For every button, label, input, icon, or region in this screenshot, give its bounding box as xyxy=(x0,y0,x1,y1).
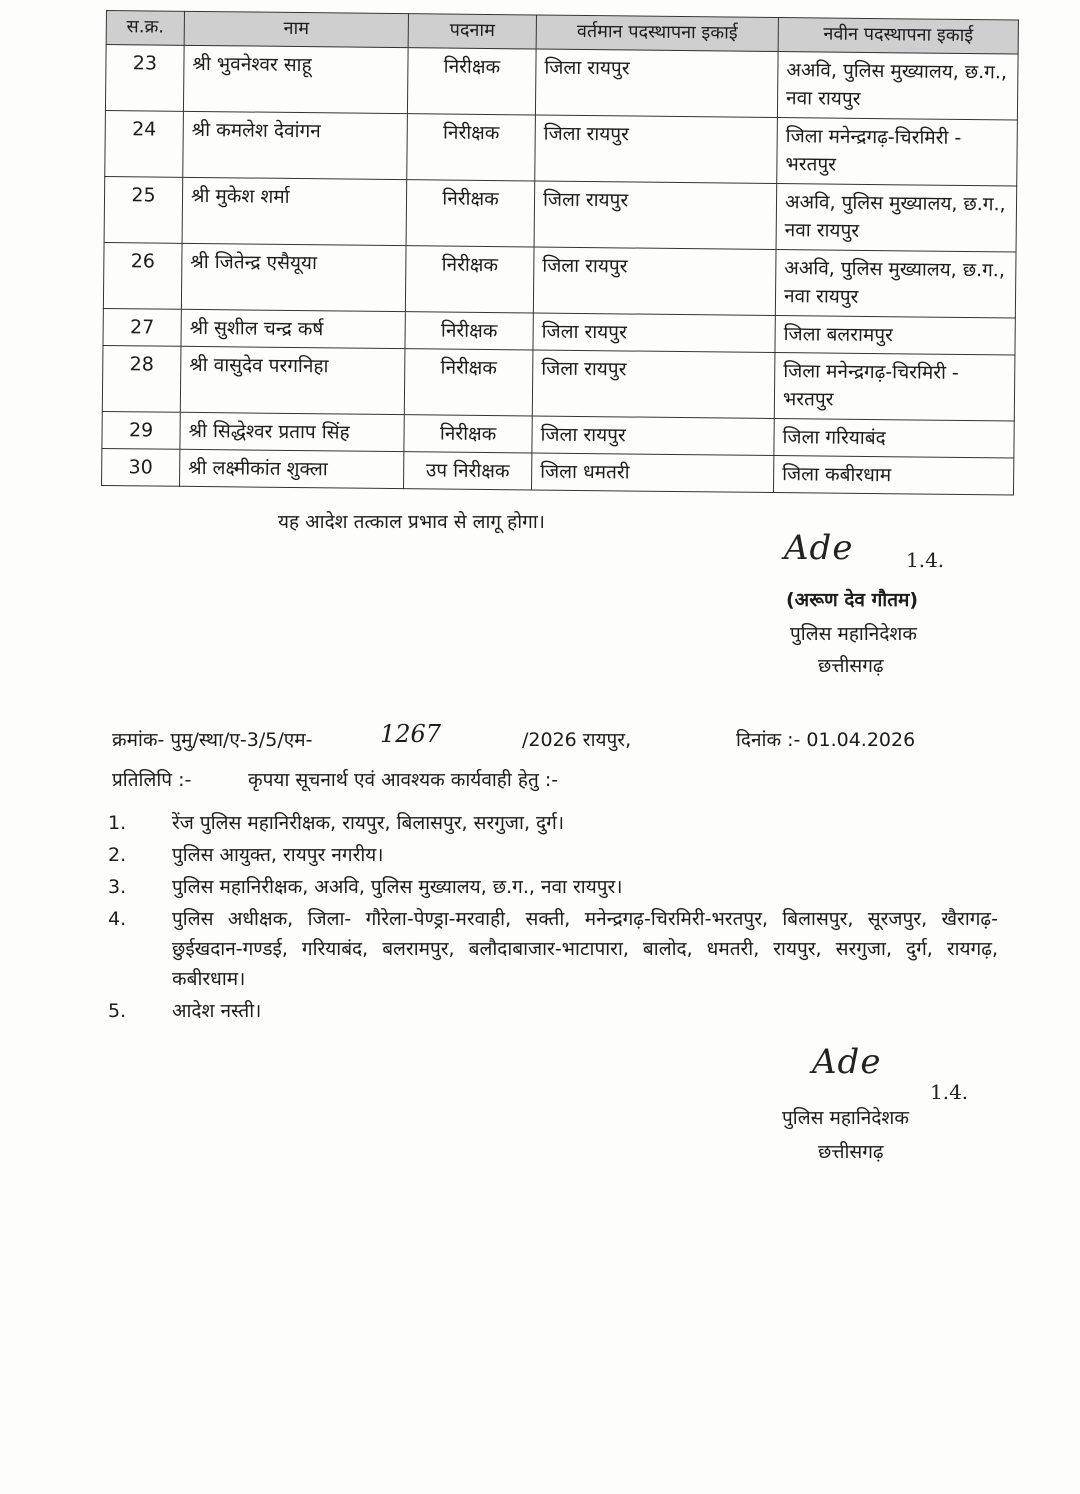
cell-name: श्री वासुदेव परगनिहा xyxy=(180,346,405,414)
cell-designation: निरीक्षक xyxy=(406,180,535,247)
list-item-number: 2. xyxy=(108,844,127,866)
cell-current-posting: जिला धमतरी xyxy=(531,453,773,493)
cell-current-posting: जिला रायपुर xyxy=(532,350,775,419)
order-year-place: /2026 रायपुर, xyxy=(522,729,632,751)
cell-designation: उप निरीक्षक xyxy=(404,452,532,490)
posting-table-wrapper xyxy=(101,10,1018,496)
cell-designation: निरीक्षक xyxy=(407,48,536,115)
list-item xyxy=(108,904,998,994)
cell-current-posting: जिला रायपुर xyxy=(535,49,778,118)
effect-note: यह आदेश तत्काल प्रभाव से लागू होगा। xyxy=(278,511,545,533)
cell-current-posting: जिला रायपुर xyxy=(532,416,774,456)
cell-designation: निरीक्षक xyxy=(407,114,536,181)
copy-text: कृपया सूचनार्थ एवं आवश्यक कार्यवाही हेतु :- xyxy=(248,769,559,791)
list-item-text: पुलिस महानिरीक्षक, अअवि, पुलिस मुख्यालय, छ.ग., नवा रायपुर। xyxy=(172,876,623,898)
list-item-text: पुलिस आयुक्त, रायपुर नगरीय। xyxy=(172,844,384,866)
posting-table xyxy=(101,10,1019,496)
cell-name: श्री सिद्धेश्वर प्रताप सिंह xyxy=(180,412,404,451)
list-item xyxy=(108,808,998,838)
header-designation: पदनाम xyxy=(408,14,536,49)
table-row xyxy=(103,242,1016,318)
signature-date: 1.4. xyxy=(930,1080,969,1104)
cell-serial: 25 xyxy=(104,176,183,243)
table-row xyxy=(102,345,1015,421)
signatory-state: छत्तीसगढ़ xyxy=(818,655,884,677)
cell-new-posting: अअवि, पुलिस मुख्यालय, छ.ग., नवा रायपुर xyxy=(776,184,1017,253)
signature-mark: Ade xyxy=(784,528,854,568)
signatory-title: पुलिस महानिदेशक xyxy=(782,1107,909,1129)
list-item-number: 4. xyxy=(108,908,127,930)
cell-current-posting: जिला रायपुर xyxy=(535,115,778,184)
order-number: 1267 xyxy=(380,720,442,748)
list-item-number: 5. xyxy=(108,1000,127,1022)
copy-label: प्रतिलिपि :- xyxy=(112,769,192,791)
cell-serial: 24 xyxy=(105,110,184,177)
cell-serial: 30 xyxy=(102,448,180,486)
cell-name: श्री जितेन्द्र एसैयूया xyxy=(181,243,406,311)
cell-serial: 29 xyxy=(102,411,180,449)
signatory-state: छत्तीसगढ़ xyxy=(818,1141,884,1163)
list-item-text: रेंज पुलिस महानिरीक्षक, रायपुर, बिलासपुर, सरगुजा, दुर्ग। xyxy=(172,812,565,834)
signature-block-2 xyxy=(782,1042,969,1163)
cell-serial: 27 xyxy=(103,308,181,346)
cell-name: श्री सुशील चन्द्र कर्ष xyxy=(181,309,405,348)
signature-block xyxy=(784,528,945,677)
cell-new-posting: जिला कबीरधाम xyxy=(773,456,1013,496)
cell-name: श्री भुवनेश्वर साहू xyxy=(183,45,408,113)
list-item xyxy=(108,872,998,902)
header-serial: स.क्र. xyxy=(106,11,184,46)
header-name: नाम xyxy=(184,11,408,47)
cell-designation: निरीक्षक xyxy=(404,349,533,416)
cell-new-posting: जिला बलरामपुर xyxy=(775,316,1015,356)
copy-list xyxy=(108,808,998,1028)
cell-new-posting: जिला गरियाबंद xyxy=(774,419,1014,459)
cell-designation: निरीक्षक xyxy=(405,312,533,350)
signatory-name: (अरूण देव गौतम) xyxy=(786,589,919,611)
cell-serial: 28 xyxy=(102,345,181,412)
list-item-text: पुलिस अधीक्षक, जिला- गौरेला-पेण्ड्रा-मरवाही, सक्ती, मनेन्द्रगढ़-चिरमिरी-भरतपुर, बिलासपुर, सूरजपुर, खैरागढ़-छुईखदान-गण्डई, गरियाबंद, बलरामपुर, बलौदाबाजार-भाटापारा, बालोद, धमतरी, रायपुर, सरगुजा, दुर्ग, रायगढ़, कबीरधाम। xyxy=(172,908,998,990)
cell-name: श्री कमलेश देवांगन xyxy=(183,111,408,179)
cell-new-posting: अअवि, पुलिस मुख्यालय, छ.ग., नवा रायपुर xyxy=(777,52,1018,121)
signature-mark: Ade xyxy=(812,1042,882,1082)
cell-designation: निरीक्षक xyxy=(405,246,534,313)
cell-serial: 23 xyxy=(105,45,184,112)
cell-designation: निरीक्षक xyxy=(404,415,532,453)
list-item-text: आदेश नस्ती। xyxy=(172,1000,262,1022)
order-ref-prefix: क्रमांक- पुमु/स्था/ए-3/5/एम- xyxy=(112,729,313,751)
table-row xyxy=(105,110,1018,186)
cell-serial: 26 xyxy=(103,242,182,309)
table-row xyxy=(105,45,1018,121)
list-item xyxy=(108,996,998,1026)
cell-current-posting: जिला रायपुर xyxy=(534,181,777,250)
signature-date: 1.4. xyxy=(906,548,945,572)
cell-name: श्री लक्ष्मीकांत शुक्ला xyxy=(180,449,404,488)
cell-current-posting: जिला रायपुर xyxy=(533,247,776,316)
cell-current-posting: जिला रायपुर xyxy=(533,313,775,353)
list-item-number: 1. xyxy=(108,812,127,834)
header-current-posting: वर्तमान पदस्थापना इकाई xyxy=(536,15,778,52)
cell-name: श्री मुकेश शर्मा xyxy=(182,177,407,245)
list-item xyxy=(108,840,998,870)
cell-new-posting: जिला मनेन्द्रगढ़-चिरमिरी - भरतपुर xyxy=(774,353,1015,422)
order-date: दिनांक :- 01.04.2026 xyxy=(736,729,916,751)
table-row xyxy=(104,176,1017,252)
signatory-title: पुलिस महानिदेशक xyxy=(790,623,917,645)
list-item-number: 3. xyxy=(108,876,127,898)
cell-new-posting: अअवि, पुलिस मुख्यालय, छ.ग., नवा रायपुर xyxy=(775,250,1016,319)
copy-to-line xyxy=(112,766,558,792)
header-new-posting: नवीन पदस्थापना इकाई xyxy=(778,18,1018,55)
cell-new-posting: जिला मनेन्द्रगढ़-चिरमिरी - भरतपुर xyxy=(777,118,1018,187)
